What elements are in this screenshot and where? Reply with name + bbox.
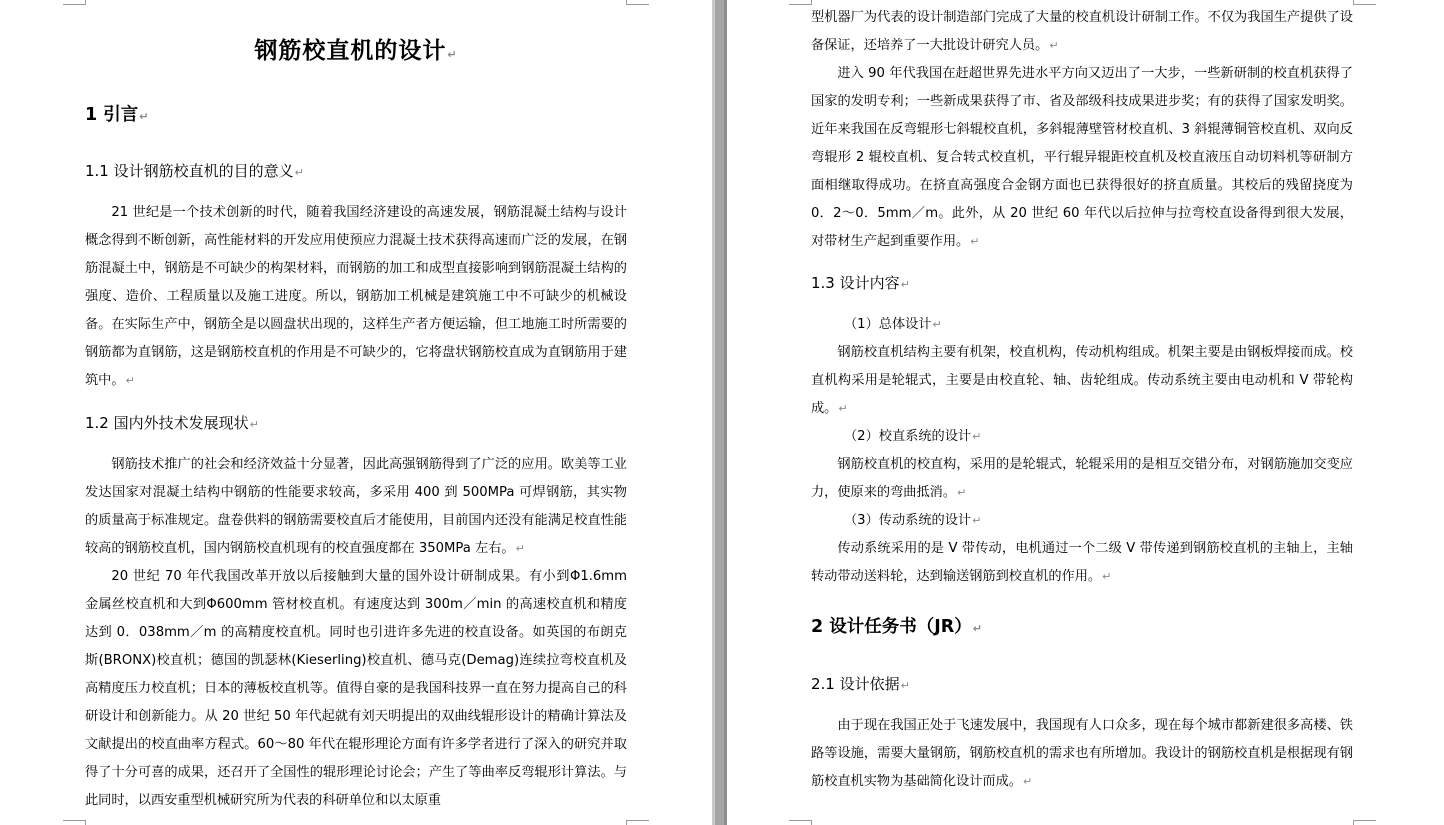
paragraph-90s[interactable]: 进入 90 年代我国在赶超世界先进水平方向又迈出了一大步，一些新研制的校直机获得了国家的发明专利；一些新成果获得了市、省及部级科技成果进步奖；有的获得了国家发明奖。近年来我国在反弯辊形七斜辊校直机，多斜辊薄壁管材校直机、3 斜辊薄铜管校直机、双向反弯辊形 2 辊校直机、复合转式校直机，平行辊异辊距校直机及校直液压自动切料机等研制方面相继取得成功。在挤直高强度合金钢方面也已获得很好的挤直质量。其校后的残留挠度为 0．2～0．5mm／m。此外，从 20 世纪 60 年代以后拉伸与拉弯校直设备得到很大发展，对带材生产起到重要作用。↵ <box>811 66 1353 249</box>
document-page-right[interactable] <box>727 0 1444 825</box>
paragraph-mark-icon: ↵ <box>1102 570 1112 583</box>
paragraph-mark-icon: ↵ <box>972 430 982 443</box>
paragraph-mark-icon: ↵ <box>1049 39 1059 52</box>
margin-corner-mark <box>789 820 812 825</box>
page-gap <box>712 0 727 825</box>
paragraph-mark-icon: ↵ <box>972 514 982 527</box>
paragraph-status-2[interactable]: 20 世纪 70 年代我国改革开放以后接触到大量的国外设计研制成果。有小到Φ1.6mm 金属丝校直机和大到Φ600mm 管材校直机。有速度达到 300m／min 的高速校直机和精度达到 0．038mm／m 的高精度校直机。同时也引进许多先进的校直设备。如英国的布朗克斯(BRONX)校直机；德国的凯瑟林(Kieserling)校直机、德马克(Demag)连续拉弯校直机及高精度压力校直机；日本的薄板校直机等。值得自豪的是我国科技界一直在努力提高自己的科研设计和创新能力。从 20 世纪 50 年代起就有刘天明提出的双曲线辊形设计的精确计算法及文献提出的校直曲率方程式。60～80 年代在辊形理论方面有许多学者进行了深入的研究并取得了十分可喜的成果，还召开了全国性的辊形理论讨论会；产生了等曲率反弯辊形计算法。与此同时，以西安重型机械研究所为代表的科研单位和以太原重 <box>85 569 627 808</box>
list-item-transmission-system[interactable]: （3）传动系统的设计↵ <box>844 513 982 528</box>
heading-design-content[interactable]: 1.3 设计内容↵ <box>811 274 910 292</box>
list-item-straightening-system[interactable]: （2）校直系统的设计↵ <box>844 429 982 444</box>
paragraph-mark-icon: ↵ <box>294 166 304 179</box>
heading-design-basis[interactable]: 2.1 设计依据↵ <box>811 675 910 693</box>
paragraph-mark-icon: ↵ <box>900 278 910 291</box>
paragraph-mark-icon: ↵ <box>838 402 848 415</box>
paragraph-mark-icon: ↵ <box>1023 775 1033 788</box>
paragraph-mark-icon: ↵ <box>249 418 259 431</box>
paragraph-straightening-system[interactable]: 钢筋校直机的校直构，采用的是轮辊式，轮辊采用的是相互交错分布，对钢筋施加交变应力，使原来的弯曲抵消。↵ <box>811 457 1353 500</box>
margin-corner-mark <box>63 0 86 5</box>
paragraph-mark-icon: ↵ <box>970 235 980 248</box>
paragraph-mark-icon: ↵ <box>515 542 525 555</box>
list-item-overall-design[interactable]: （1）总体设计↵ <box>844 317 942 332</box>
paragraph-mark-icon: ↵ <box>972 622 982 635</box>
paragraph-mark-icon: ↵ <box>900 679 910 692</box>
margin-corner-mark <box>63 820 86 825</box>
paragraph-status-1[interactable]: 钢筋技术推广的社会和经济效益十分显著，因此高强钢筋得到了广泛的应用。欧美等工业发达国家对混凝土结构中钢筋的性能要求较高，多采用 400 到 500MPa 可焊钢筋，其实物的质量高于标准规定。盘卷供料的钢筋需要校直后才能使用，目前国内还没有能满足校直性能较高的钢筋校直机，国内钢筋校直机现有的校直强度都在 350MPa 左右。↵ <box>85 457 627 556</box>
heading-introduction[interactable]: 1 引言↵ <box>85 105 149 125</box>
paragraph-mark-icon: ↵ <box>125 374 135 387</box>
paragraph-purpose[interactable]: 21 世纪是一个技术创新的时代，随着我国经济建设的高速发展，钢筋混凝土结构与设计概念得到不断创新，高性能材料的开发应用使预应力混凝土技术获得高速而广泛的发展，在钢筋混凝土中，钢筋是不可缺少的构架材料，而钢筋的加工和成型直接影响到钢筋混凝土结构的强度、造价、工程质量以及施工进度。所以，钢筋加工机械是建筑施工中不可缺少的机械设备。在实际生产中，钢筋全是以圆盘状出现的，这样生产者方便运输，但工地施工时所需要的钢筋都为直钢筋，这是钢筋校直机的作用是不可缺少的，它将盘状钢筋校直成为直钢筋用于建筑中。↵ <box>85 205 627 388</box>
heading-status[interactable]: 1.2 国内外技术发展现状↵ <box>85 414 259 432</box>
paragraph-mark-icon: ↵ <box>447 48 458 61</box>
margin-corner-mark <box>1353 820 1376 825</box>
paragraph-mark-icon: ↵ <box>957 486 967 499</box>
paragraph-continued[interactable]: 型机器厂为代表的设计制造部门完成了大量的校直机设计研制工作。不仅为我国生产提供了设备保证，还培养了一大批设计研究人员。↵ <box>811 10 1353 53</box>
paragraph-mark-icon: ↵ <box>139 110 149 123</box>
paragraph-design-basis[interactable]: 由于现在我国正处于飞速发展中，我国现有人口众多，现在每个城市都新建很多高楼、铁路等设施，需要大量钢筋，钢筋校直机的需求也有所增加。我设计的钢筋校直机是根据现有钢筋校直机实物为基础简化设计而成。↵ <box>811 718 1353 789</box>
paragraph-mark-icon: ↵ <box>932 318 942 331</box>
paragraph-transmission-system[interactable]: 传动系统采用的是 V 带传动，电机通过一个二级 V 带传递到钢筋校直机的主轴上，主轴转动带动送料轮，达到输送钢筋到校直机的作用。↵ <box>811 541 1353 584</box>
document-page-left[interactable] <box>0 0 712 825</box>
margin-corner-mark <box>626 0 649 5</box>
heading-design-task[interactable]: 2 设计任务书（JR）↵ <box>811 617 982 637</box>
document-title[interactable]: 钢筋校直机的设计↵ <box>254 38 458 64</box>
margin-corner-mark <box>789 0 812 5</box>
margin-corner-mark <box>626 820 649 825</box>
heading-purpose[interactable]: 1.1 设计钢筋校直机的目的意义↵ <box>85 162 304 180</box>
margin-corner-mark <box>1353 0 1376 5</box>
paragraph-overall-design[interactable]: 钢筋校直机结构主要有机架，校直机构，传动机构组成。机架主要是由钢板焊接而成。校直机构采用是轮辊式，主要是由校直轮、轴、齿轮组成。传动系统主要由电动机和 V 带轮构成。↵ <box>811 345 1353 416</box>
